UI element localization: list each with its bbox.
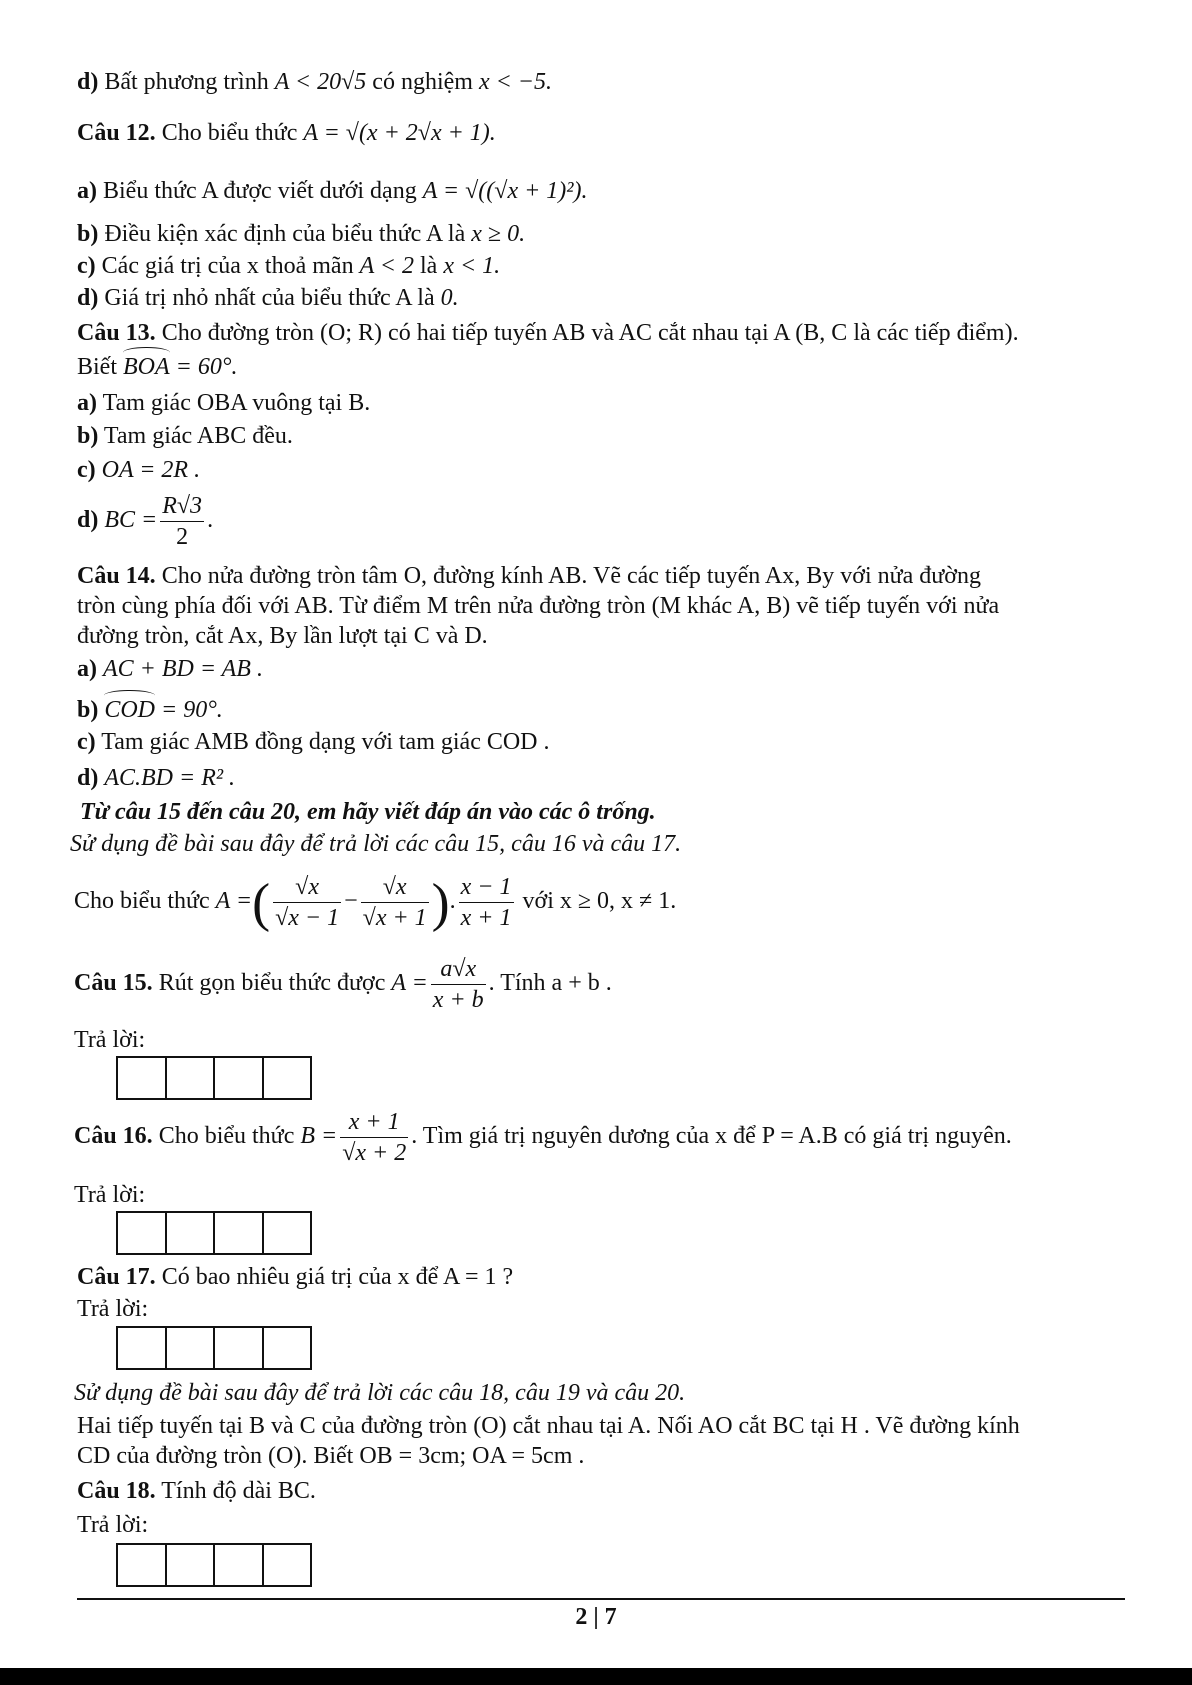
answer-box-q16[interactable]: [116, 1211, 312, 1255]
section-instruction: Từ câu 15 đến câu 20, em hãy viết đáp án vào các ô trống.: [80, 799, 656, 825]
answer-cell[interactable]: [118, 1213, 167, 1253]
answer-label: Trả lời:: [77, 1296, 149, 1322]
q12-option-d: d) Giá trị nhỏ nhất của biểu thức A là 0.: [77, 285, 459, 311]
q14-option-d: d) AC.BD = R² .: [77, 765, 236, 791]
answer-cell[interactable]: [264, 1328, 311, 1368]
answer-cell[interactable]: [215, 1213, 264, 1253]
fraction-1: $\frac{√x}{√x - 1}$: [275, 874, 340, 931]
q13-option-b: b) Tam giác ABC đều.: [77, 423, 293, 449]
fraction: $\frac{x + 1}{√x + 2}$: [342, 1109, 407, 1166]
angle-cod: COD: [104, 697, 156, 723]
q12-option-c: c) Các giá trị của x thoả mãn A < 2 là x < 1.: [77, 253, 501, 279]
q12-option-b: b) Điều kiện xác định của biểu thức A là x ≥ 0.: [77, 221, 526, 247]
answer-box-q15[interactable]: [116, 1056, 312, 1100]
answer-cell[interactable]: [167, 1213, 216, 1253]
answer-cell[interactable]: [264, 1058, 311, 1098]
fraction-3: $\frac{x - 1}{x + 1}$: [460, 874, 512, 931]
answer-cell[interactable]: [118, 1058, 167, 1098]
answer-label: Trả lời:: [74, 1027, 146, 1053]
fraction: $\frac{a√x}{x + b}$: [432, 956, 484, 1013]
q14-option-a: a) AC + BD = AB .: [77, 656, 263, 682]
shared-expression: Cho biểu thức A =( $\frac{√x}{√x - 1}$ − $\frac{√x}{√x + 1}$ ). $\frac{x - 1}{x + 1}$ với x ≥ 0, x ≠ 1.: [74, 872, 677, 933]
answer-cell[interactable]: [215, 1328, 264, 1368]
q12-stem: Câu 12. Cho biểu thức A = √(x + 2√x + 1).: [77, 120, 496, 146]
q14-stem-line2: tròn cùng phía đối với AB. Từ điểm M trên nửa đường tròn (M khác A, B) vẽ tiếp tuyến với nửa: [77, 593, 1000, 619]
answer-label: Trả lời:: [77, 1512, 149, 1538]
q14-stem-line3: đường tròn, cắt Ax, By lần lượt tại C và D.: [77, 623, 488, 649]
answer-cell[interactable]: [118, 1545, 167, 1585]
answer-cell[interactable]: [167, 1058, 216, 1098]
answer-cell[interactable]: [215, 1058, 264, 1098]
q11-option-d: d) Bất phương trình A < 20√5 có nghiệm x < −5.: [77, 69, 552, 95]
answer-cell[interactable]: [264, 1545, 311, 1585]
answer-cell[interactable]: [264, 1213, 311, 1253]
q12-option-a: a) Biểu thức A được viết dưới dạng A = √((√x + 1)²).: [77, 178, 588, 204]
answer-cell[interactable]: [118, 1328, 167, 1368]
answer-label: Trả lời:: [74, 1182, 146, 1208]
section2-line2: CD của đường tròn (O). Biết OB = 3cm; OA = 5cm .: [77, 1443, 585, 1469]
q18-stem: Câu 18. Tính độ dài BC.: [77, 1478, 316, 1504]
fraction: $\frac{R√3}{2}$: [162, 493, 203, 550]
q14-option-b: b) COD = 90°.: [77, 697, 223, 723]
angle-boa: BOA: [123, 354, 170, 380]
scan-bottom-band: [0, 1668, 1192, 1685]
answer-cell[interactable]: [167, 1328, 216, 1368]
page-number: 2 | 7: [575, 1604, 617, 1630]
q13-option-d: d) BC = $\frac{R√3}{2}$ .: [77, 493, 214, 550]
q13-stem: Câu 13. Cho đường tròn (O; R) có hai tiếp tuyến AB và AC cắt nhau tại A (B, C là các tiếp điểm).: [77, 320, 1019, 346]
section-use-2: Sử dụng đề bài sau đây để trả lời các câu 18, câu 19 và câu 20.: [74, 1380, 686, 1406]
fraction-2: $\frac{√x}{√x + 1}$: [362, 874, 427, 931]
q13-option-c: c) OA = 2R .: [77, 457, 201, 483]
answer-cell[interactable]: [167, 1545, 216, 1585]
section2-line1: Hai tiếp tuyến tại B và C của đường tròn (O) cắt nhau tại A. Nối AO cắt BC tại H . Vẽ đường kính: [77, 1413, 1020, 1439]
answer-box-q18[interactable]: [116, 1543, 312, 1587]
q14-option-c: c) Tam giác AMB đồng dạng với tam giác COD .: [77, 729, 550, 755]
q13-option-a: a) Tam giác OBA vuông tại B.: [77, 390, 371, 416]
footer-divider: [77, 1598, 1125, 1600]
section-use-1: Sử dụng đề bài sau đây để trả lời các câu 15, câu 16 và câu 17.: [70, 831, 682, 857]
answer-box-q17[interactable]: [116, 1326, 312, 1370]
q15-stem: Câu 15. Rút gọn biểu thức được A = $\frac{a√x}{x + b}$ . Tính a + b .: [74, 956, 612, 1013]
q13-given: Biết BOA = 60°.: [77, 354, 238, 380]
q16-stem: Câu 16. Cho biểu thức B = $\frac{x + 1}{√x + 2}$ . Tìm giá trị nguyên dương của x để P = A.B có giá trị nguyên.: [74, 1109, 1012, 1166]
q14-stem-line1: Câu 14. Cho nửa đường tròn tâm O, đường kính AB. Vẽ các tiếp tuyến Ax, By với nửa đường: [77, 563, 981, 589]
answer-cell[interactable]: [215, 1545, 264, 1585]
q17-stem: Câu 17. Có bao nhiêu giá trị của x để A = 1 ?: [77, 1264, 514, 1290]
